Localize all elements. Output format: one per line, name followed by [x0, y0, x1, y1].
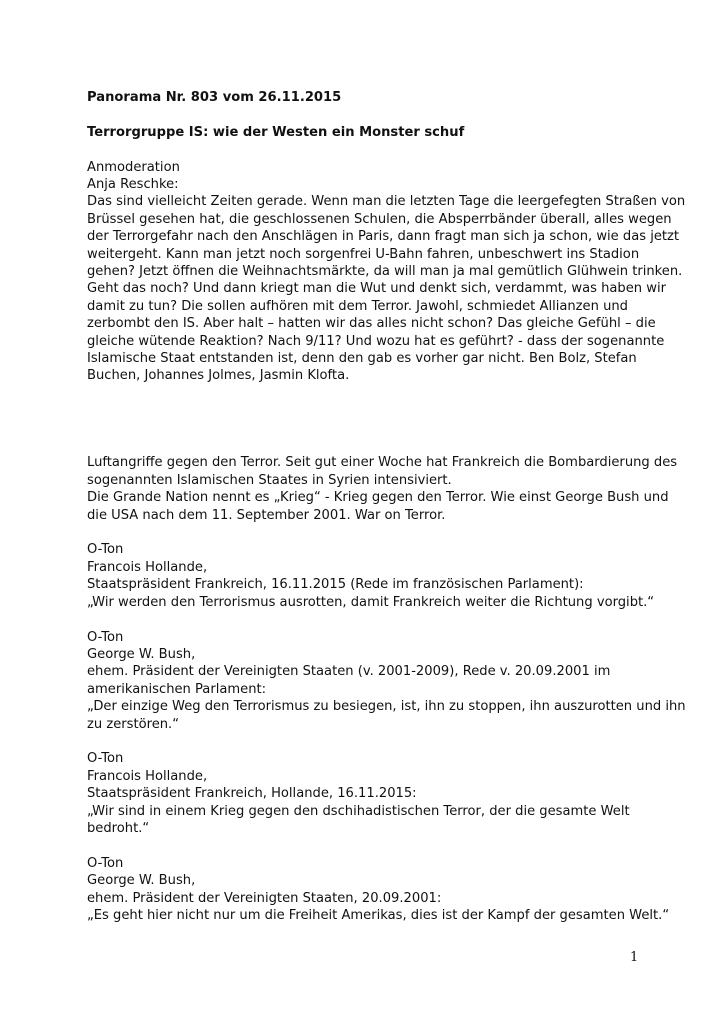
quote-line: Francois Hollande,: [87, 768, 208, 784]
quote-line: „Der einzige Weg den Terrorismus zu besiegen, ist, ihn zu stoppen, ihn auszurotten und ihn: [87, 699, 686, 715]
quote-line: „Es geht hier nicht nur um die Freiheit Amerikas, dies ist der Kampf der gesamten Welt.“: [87, 907, 670, 923]
spacer: [87, 837, 647, 854]
quote-line: Staatspräsident Frankreich, 16.11.2015 (Rede im französischen Parlament):: [87, 577, 584, 593]
paragraph-line: Buchen, Johannes Jolmes, Jasmin Klofta.: [87, 368, 350, 384]
paragraph-line: Luftangriffe gegen den Terror. Seit gut einer Woche hat Frankreich die Bombardierung des: [87, 455, 678, 471]
spacer: [87, 611, 647, 628]
paragraph-line: weitergeht. Kann man jetzt noch sorgenfrei U-Bahn fahren, unbeschwert ins Stadion: [87, 246, 640, 262]
paragraph-line: sogenannten Islamischen Staates in Syrien intensiviert.: [87, 472, 452, 488]
paragraph-line: Islamische Staat entstanden ist, denn den gab es vorher gar nicht. Ben Bolz, Stefan: [87, 351, 637, 367]
paragraph-line: die USA nach dem 11. September 2001. War on Terror.: [87, 507, 446, 523]
quote-line: ehem. Präsident der Vereinigten Staaten, 20.09.2001:: [87, 890, 442, 906]
paragraph-line: Geht das noch? Und dann kriegt man die Wut und denkt sich, verdammt, was haben wir: [87, 281, 666, 297]
quote-line: amerikanischen Parlament:: [87, 681, 267, 697]
quote-line: „Wir sind in einem Krieg gegen den dschihadistischen Terror, der die gesamte Welt: [87, 803, 630, 819]
spacer: [87, 106, 647, 123]
page-number: 1: [630, 950, 639, 965]
quote-line: Staatspräsident Frankreich, Hollande, 16.11.2015:: [87, 786, 417, 802]
quote-block: [87, 855, 670, 925]
spacer: [87, 524, 647, 541]
quote-label: O-Ton: [87, 542, 124, 558]
quote-line: „Wir werden den Terrorismus ausrotten, damit Frankreich weiter die Richtung vorgibt.“: [87, 594, 655, 610]
spacer: [87, 733, 647, 750]
quote-line: zu zerstören.“: [87, 716, 180, 732]
paragraph-line: Die Grande Nation nennt es „Krieg“ - Krieg gegen den Terror. Wie einst George Bush und: [87, 490, 669, 506]
speaker-name: Anja Reschke:: [87, 177, 179, 192]
quote-label: O-Ton: [87, 751, 124, 767]
quote-line: ehem. Präsident der Vereinigten Staaten (v. 2001-2009), Rede v. 20.09.2001 im: [87, 664, 611, 680]
paragraph-line: Brüssel gesehen hat, die geschlossenen Schulen, die Absperrbänder überall, alles wegen: [87, 211, 672, 227]
paragraph-line: gehen? Jetzt öffnen die Weihnachtsmärkte, da will man ja mal gemütlich Glühwein trinken.: [87, 264, 683, 280]
quote-block: [87, 629, 686, 733]
spacer: [87, 141, 647, 158]
narration-section: [87, 454, 678, 524]
paragraph-line: Das sind vielleicht Zeiten gerade. Wenn man die letzten Tage die leergefegten Straßen von: [87, 194, 686, 210]
quote-label: O-Ton: [87, 629, 124, 645]
document-title: Terrorgruppe IS: wie der Westen ein Monster schuf: [87, 124, 465, 140]
quote-line: George W. Bush,: [87, 646, 196, 662]
quote-line: Francois Hollande,: [87, 559, 208, 575]
paragraph-line: damit zu tun? Die sollen aufhören mit dem Terror. Jawohl, schmiedet Allianzen und: [87, 298, 628, 314]
quote-block: [87, 541, 655, 611]
paragraph-line: der Terrorgefahr nach den Anschlägen in Paris, dann fragt man sich ja schon, wie das jetzt: [87, 229, 680, 245]
program-line: Panorama Nr. 803 vom 26.11.2015: [87, 90, 342, 105]
paragraph-line: zerbombt den IS. Aber halt – hatten wir das alles nicht schon? Das gleiche Gefühl – die: [87, 316, 656, 332]
document-page: [87, 89, 686, 924]
quote-line: bedroht.“: [87, 820, 150, 836]
quote-line: George W. Bush,: [87, 873, 196, 889]
section-label: Anmoderation: [87, 159, 180, 175]
spacer: [87, 385, 647, 455]
quote-label: O-Ton: [87, 855, 124, 871]
quote-block: [87, 750, 647, 837]
paragraph-line: gleiche wütende Reaktion? Nach 9/11? Und wozu hat es geführt? - dass der sogenannte: [87, 333, 665, 349]
anmoderation-section: [87, 159, 686, 385]
